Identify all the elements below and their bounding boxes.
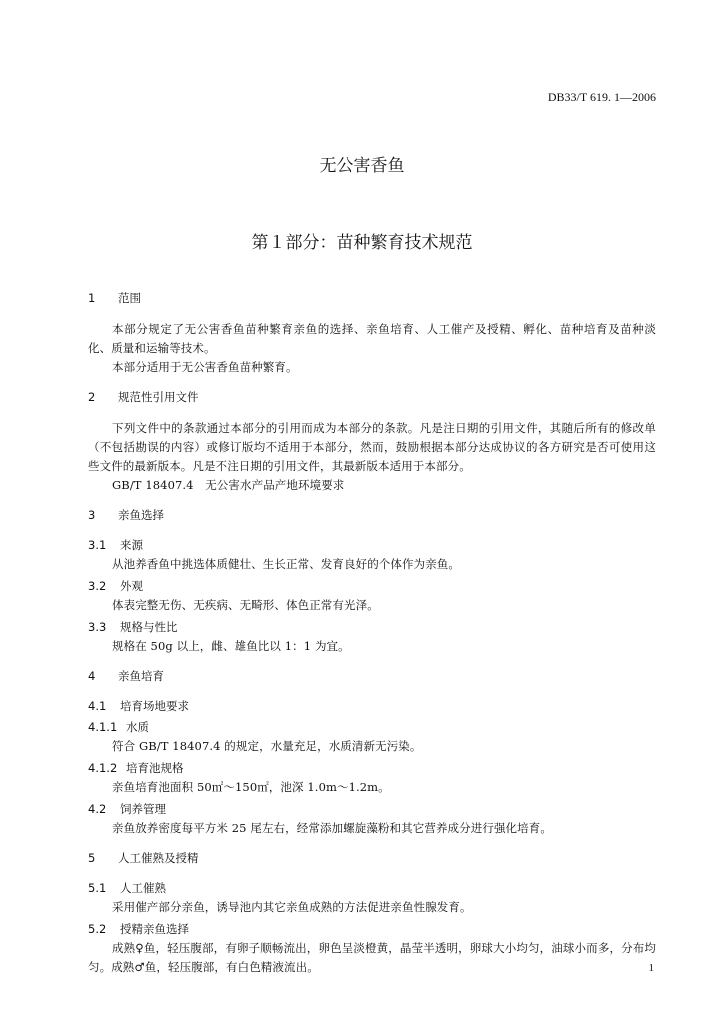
standard-code: DB33/T 619. 1—2006 xyxy=(547,90,656,104)
section-4-1-1-text: 符合 GB/T 18407.4 的规定，水量充足，水质清新无污染。 xyxy=(112,739,422,753)
section-4-2-text: 亲鱼放养密度每平方米 25 尾左右，经常添加螺旋藻粉和其它营养成分进行强化培育。 xyxy=(112,821,552,835)
page-number: 1 xyxy=(648,962,654,974)
section-4-1-1-heading: 4.1.1 水质 xyxy=(88,720,149,734)
section-5-2-heading: 5.2 授精亲鱼选择 xyxy=(88,922,189,936)
section-4-1-2-heading: 4.1.2 培育池规格 xyxy=(88,761,184,775)
section-2-reference: GB/T 18407.4 无公害水产品产地环境要求 xyxy=(112,478,345,492)
section-3-3-heading: 3.3 规格与性比 xyxy=(88,620,178,634)
section-3-2-text: 体表完整无伤、无疾病、无畸形、体色正常有光泽。 xyxy=(112,598,379,612)
section-1-paragraph-1: 本部分规定了无公害香鱼苗种繁育亲鱼的选择、亲鱼培育、人工催产及授精、孵化、苗种培育及苗种淡化、质量和运输等技术。 xyxy=(88,322,656,355)
section-2-paragraph-1: 下列文件中的条款通过本部分的引用而成为本部分的条款。凡是注日期的引用文件，其随后所有的修改单（不包括勘误的内容）或修订版均不适用于本部分，然而，鼓励根据本部分达成协议的各方研究是否可使用这些文件的最新版本。凡是不注日期的引用文件，其最新版本适用于本部分。 xyxy=(88,421,656,473)
section-3-1-heading: 3.1 来源 xyxy=(88,538,143,552)
section-3-2-heading: 3.2 外观 xyxy=(88,579,143,593)
document-subtitle: 第１部分：苗种繁育技术规范 xyxy=(251,233,473,253)
section-3-1-text: 从池养香鱼中挑选体质健壮、生长正常、发育良好的个体作为亲鱼。 xyxy=(112,557,460,571)
section-1-paragraph-2: 本部分适用于无公害香鱼苗种繁育。 xyxy=(112,360,298,374)
section-4-1-2-text: 亲鱼培育池面积 50㎡～150㎡，池深 1.0m～1.2m。 xyxy=(112,780,390,794)
section-5-heading: 5 人工催熟及授精 xyxy=(88,851,199,865)
section-4-2-heading: 4.2 饲养管理 xyxy=(88,802,166,816)
section-4-heading: 4 亲鱼培育 xyxy=(88,669,164,683)
section-5-2-text: 成熟♀鱼，轻压腹部，有卵子顺畅流出，卵色呈淡橙黄，晶莹半透明，卵球大小均匀，油球小而多，分布均匀。成熟♂鱼，轻压腹部，有白色精液流出。 xyxy=(88,941,656,974)
section-4-1-heading: 4.1 培育场地要求 xyxy=(88,699,189,713)
section-3-3-text: 规格在 50g 以上，雌、雄鱼比以 1：1 为宜。 xyxy=(112,639,350,653)
document-title: 无公害香鱼 xyxy=(319,156,405,176)
section-5-1-text: 采用催产部分亲鱼，诱导池内其它亲鱼成熟的方法促进亲鱼性腺发育。 xyxy=(112,900,472,914)
section-2-heading: 2 规范性引用文件 xyxy=(88,390,199,404)
document-body xyxy=(88,290,656,977)
section-3-heading: 3 亲鱼选择 xyxy=(88,508,164,522)
section-5-1-heading: 5.1 人工催熟 xyxy=(88,881,166,895)
section-1-heading: 1 范围 xyxy=(88,291,141,305)
